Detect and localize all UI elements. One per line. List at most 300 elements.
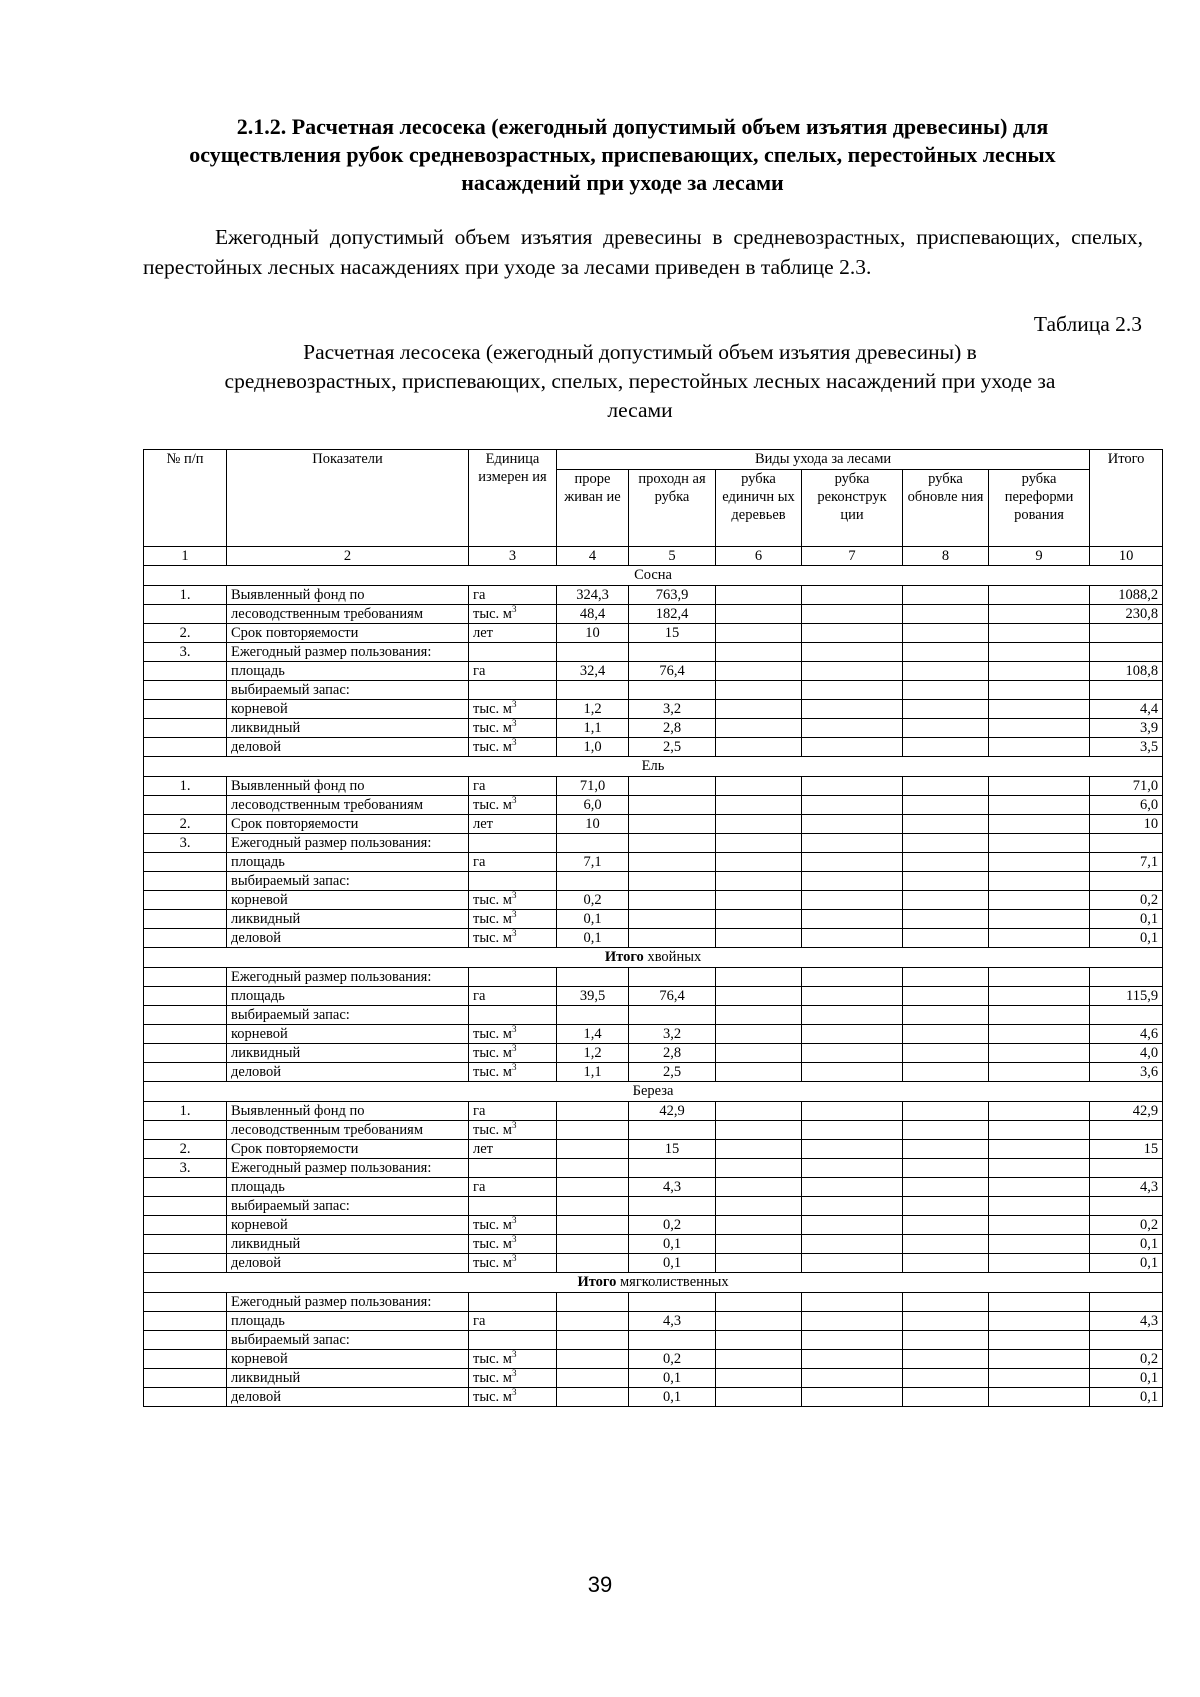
- row-total: 0,1: [1090, 910, 1163, 929]
- row-value: [989, 1216, 1090, 1235]
- row-value: [716, 1216, 802, 1235]
- section-row: [144, 1082, 1163, 1102]
- row-label: площадь: [227, 662, 469, 681]
- row-value: [903, 987, 989, 1006]
- unit-text: лет: [473, 625, 494, 641]
- header-col-number: 1: [144, 547, 227, 566]
- row-value: 2,5: [629, 738, 716, 757]
- row-value: [903, 910, 989, 929]
- row-label: деловой: [227, 1254, 469, 1273]
- row-total: 4,6: [1090, 1025, 1163, 1044]
- felling-table: [143, 449, 1163, 1407]
- row-value: [557, 1178, 629, 1197]
- row-value: [903, 662, 989, 681]
- row-number: [144, 1121, 227, 1140]
- row-value: [802, 872, 903, 891]
- row-label: выбираемый запас:: [227, 872, 469, 891]
- row-total: [1090, 1331, 1163, 1350]
- row-total: [1090, 834, 1163, 853]
- row-value: [903, 643, 989, 662]
- table-row: [144, 1331, 1163, 1350]
- row-label: ликвидный: [227, 719, 469, 738]
- row-value: [557, 968, 629, 987]
- row-value: [989, 929, 1090, 948]
- row-number: 1.: [144, 1102, 227, 1121]
- row-value: [903, 1216, 989, 1235]
- row-value: [802, 1350, 903, 1369]
- row-unit: [469, 1350, 557, 1369]
- row-number: [144, 1312, 227, 1331]
- unit-text: тыс. м: [473, 720, 512, 736]
- table-row: [144, 1350, 1163, 1369]
- row-label: деловой: [227, 1063, 469, 1082]
- row-number: [144, 1369, 227, 1388]
- row-unit: [469, 1121, 557, 1140]
- row-value: [802, 1044, 903, 1063]
- row-total: 108,8: [1090, 662, 1163, 681]
- row-value: [716, 1254, 802, 1273]
- row-label: ликвидный: [227, 1235, 469, 1254]
- row-unit: [469, 1197, 557, 1216]
- row-total: 0,2: [1090, 1350, 1163, 1369]
- row-value: [903, 1331, 989, 1350]
- row-value: [802, 1197, 903, 1216]
- header-care-type: проходн ая рубка: [629, 470, 716, 547]
- row-unit: [469, 1006, 557, 1025]
- table-row: [144, 738, 1163, 757]
- row-unit: [469, 968, 557, 987]
- row-unit: [469, 1216, 557, 1235]
- table-row: [144, 815, 1163, 834]
- row-label: лесоводственным требованиям: [227, 796, 469, 815]
- row-total: [1090, 1159, 1163, 1178]
- row-number: [144, 796, 227, 815]
- row-number: [144, 662, 227, 681]
- table-row: [144, 872, 1163, 891]
- row-total: 4,0: [1090, 1044, 1163, 1063]
- row-value: [557, 1216, 629, 1235]
- row-value: 0,1: [557, 929, 629, 948]
- table-row: [144, 1006, 1163, 1025]
- row-value: [716, 700, 802, 719]
- row-value: [903, 719, 989, 738]
- row-unit: [469, 796, 557, 815]
- row-value: [903, 605, 989, 624]
- row-value: [903, 1159, 989, 1178]
- section-row: [144, 757, 1163, 777]
- table-row: [144, 910, 1163, 929]
- row-value: [802, 1121, 903, 1140]
- row-value: [903, 1025, 989, 1044]
- row-total: [1090, 1006, 1163, 1025]
- row-value: [989, 1140, 1090, 1159]
- header-num: № п/п: [144, 450, 227, 547]
- row-total: [1090, 643, 1163, 662]
- row-number: [144, 681, 227, 700]
- row-value: [903, 1197, 989, 1216]
- unit-text: тыс. м: [473, 930, 512, 946]
- row-total: [1090, 968, 1163, 987]
- row-unit: [469, 853, 557, 872]
- unit-text: тыс. м: [473, 892, 512, 908]
- unit-superscript: 3: [511, 1120, 517, 1131]
- row-number: [144, 968, 227, 987]
- row-value: [989, 1312, 1090, 1331]
- row-total: 3,9: [1090, 719, 1163, 738]
- unit-superscript: 3: [511, 737, 517, 748]
- row-value: 4,3: [629, 1178, 716, 1197]
- row-number: [144, 1044, 227, 1063]
- row-total: 4,3: [1090, 1178, 1163, 1197]
- unit-text: га: [473, 778, 486, 794]
- unit-text: тыс. м: [473, 606, 512, 622]
- row-value: [629, 834, 716, 853]
- row-unit: [469, 1388, 557, 1407]
- row-label: корневой: [227, 700, 469, 719]
- row-value: [903, 891, 989, 910]
- row-value: [716, 929, 802, 948]
- row-value: 48,4: [557, 605, 629, 624]
- row-unit: [469, 1312, 557, 1331]
- unit-superscript: 3: [511, 928, 517, 939]
- table-row: [144, 1044, 1163, 1063]
- unit-text: тыс. м: [473, 1045, 512, 1061]
- row-value: 0,1: [629, 1254, 716, 1273]
- row-value: [716, 643, 802, 662]
- row-number: 3.: [144, 643, 227, 662]
- row-unit: [469, 624, 557, 643]
- row-value: [802, 1235, 903, 1254]
- header-care-type: рубка переформи рования: [989, 470, 1090, 547]
- row-value: [989, 968, 1090, 987]
- row-value: [629, 1331, 716, 1350]
- unit-text: тыс. м: [473, 1389, 512, 1405]
- row-total: 6,0: [1090, 796, 1163, 815]
- row-label: ликвидный: [227, 1369, 469, 1388]
- row-value: [716, 1312, 802, 1331]
- row-value: 2,8: [629, 719, 716, 738]
- row-total: 1088,2: [1090, 586, 1163, 605]
- row-value: [989, 1197, 1090, 1216]
- row-label: деловой: [227, 1388, 469, 1407]
- row-value: [629, 1006, 716, 1025]
- row-label: Ежегодный размер пользования:: [227, 968, 469, 987]
- unit-superscript: 3: [511, 1387, 517, 1398]
- section-title: [144, 1273, 1163, 1293]
- row-value: [716, 586, 802, 605]
- unit-text: га: [473, 988, 486, 1004]
- row-label: корневой: [227, 1025, 469, 1044]
- row-label: Срок повторяемости: [227, 624, 469, 643]
- row-value: [716, 1044, 802, 1063]
- unit-text: тыс. м: [473, 1217, 512, 1233]
- unit-superscript: 3: [511, 1349, 517, 1360]
- row-value: [989, 1350, 1090, 1369]
- row-label: выбираемый запас:: [227, 681, 469, 700]
- row-value: [716, 796, 802, 815]
- row-value: [802, 891, 903, 910]
- row-value: [989, 1254, 1090, 1273]
- row-total: [1090, 681, 1163, 700]
- row-value: [802, 605, 903, 624]
- row-label: Ежегодный размер пользования:: [227, 834, 469, 853]
- section-title-bold: Итого: [577, 1274, 617, 1290]
- row-value: [989, 910, 1090, 929]
- row-total: [1090, 1197, 1163, 1216]
- row-value: [557, 1312, 629, 1331]
- header-col-number: 6: [716, 547, 802, 566]
- row-value: [903, 872, 989, 891]
- row-value: [802, 1331, 903, 1350]
- row-value: 4,3: [629, 1312, 716, 1331]
- row-value: 71,0: [557, 777, 629, 796]
- row-total: 42,9: [1090, 1102, 1163, 1121]
- unit-text: лет: [473, 1141, 494, 1157]
- row-value: 2,8: [629, 1044, 716, 1063]
- unit-text: га: [473, 1179, 486, 1195]
- row-value: [903, 1178, 989, 1197]
- row-value: [989, 1044, 1090, 1063]
- row-value: [716, 1025, 802, 1044]
- row-unit: [469, 872, 557, 891]
- row-value: [557, 1350, 629, 1369]
- row-number: [144, 891, 227, 910]
- row-value: [802, 586, 903, 605]
- row-value: [557, 834, 629, 853]
- row-value: 0,1: [629, 1369, 716, 1388]
- row-value: 6,0: [557, 796, 629, 815]
- row-value: [903, 738, 989, 757]
- header-care-type: рубка обновле ния: [903, 470, 989, 547]
- table-row: [144, 1216, 1163, 1235]
- row-value: [903, 1121, 989, 1140]
- row-value: [716, 1369, 802, 1388]
- header-indicators: Показатели: [227, 450, 469, 547]
- row-unit: [469, 738, 557, 757]
- row-label: ликвидный: [227, 910, 469, 929]
- unit-text: тыс. м: [473, 1026, 512, 1042]
- row-unit: [469, 586, 557, 605]
- row-value: [716, 605, 802, 624]
- row-value: [716, 1006, 802, 1025]
- unit-superscript: 3: [511, 909, 517, 920]
- row-value: [989, 1063, 1090, 1082]
- row-value: [716, 738, 802, 757]
- table-row: [144, 1063, 1163, 1082]
- unit-superscript: 3: [511, 1024, 517, 1035]
- row-value: [802, 1216, 903, 1235]
- row-number: [144, 1197, 227, 1216]
- row-value: [629, 910, 716, 929]
- row-value: [903, 1388, 989, 1407]
- row-label: деловой: [227, 738, 469, 757]
- row-value: [903, 586, 989, 605]
- row-total: 0,2: [1090, 1216, 1163, 1235]
- section-title: [144, 1082, 1163, 1102]
- row-unit: [469, 910, 557, 929]
- section-title-text: хвойных: [643, 949, 702, 965]
- unit-text: га: [473, 854, 486, 870]
- table-row: [144, 1254, 1163, 1273]
- row-value: [989, 1025, 1090, 1044]
- row-value: [903, 700, 989, 719]
- row-value: [716, 815, 802, 834]
- row-value: 324,3: [557, 586, 629, 605]
- row-value: [802, 1006, 903, 1025]
- row-label: Срок повторяемости: [227, 1140, 469, 1159]
- row-number: [144, 1006, 227, 1025]
- row-value: [716, 681, 802, 700]
- row-value: [557, 681, 629, 700]
- row-value: [629, 1121, 716, 1140]
- row-value: [802, 643, 903, 662]
- row-value: [716, 624, 802, 643]
- header-col-number: 5: [629, 547, 716, 566]
- row-value: [716, 872, 802, 891]
- row-value: 10: [557, 815, 629, 834]
- table-row: [144, 624, 1163, 643]
- row-value: [716, 1293, 802, 1312]
- header-col-number: 10: [1090, 547, 1163, 566]
- header-col-number: 9: [989, 547, 1090, 566]
- row-value: [716, 968, 802, 987]
- row-value: [557, 1254, 629, 1273]
- table-row: [144, 1178, 1163, 1197]
- row-value: [802, 1025, 903, 1044]
- section-heading: [150, 113, 1095, 197]
- table-row: [144, 719, 1163, 738]
- row-value: [716, 1331, 802, 1350]
- section-title: [144, 948, 1163, 968]
- row-value: [989, 624, 1090, 643]
- row-value: [903, 1102, 989, 1121]
- table-row: [144, 605, 1163, 624]
- row-value: 15: [629, 624, 716, 643]
- unit-text: тыс. м: [473, 701, 512, 717]
- row-value: [989, 643, 1090, 662]
- row-number: [144, 1254, 227, 1273]
- row-value: [629, 891, 716, 910]
- row-value: [557, 1102, 629, 1121]
- header-col-number: 4: [557, 547, 629, 566]
- row-value: [903, 815, 989, 834]
- table-row: [144, 586, 1163, 605]
- table-row: [144, 853, 1163, 872]
- row-number: [144, 1178, 227, 1197]
- row-value: 0,1: [629, 1388, 716, 1407]
- unit-text: тыс. м: [473, 1236, 512, 1252]
- row-unit: [469, 662, 557, 681]
- row-value: [716, 1178, 802, 1197]
- row-number: [144, 700, 227, 719]
- table-row: [144, 1312, 1163, 1331]
- table-row: [144, 662, 1163, 681]
- row-label: Ежегодный размер пользования:: [227, 1293, 469, 1312]
- row-total: 115,9: [1090, 987, 1163, 1006]
- row-unit: [469, 643, 557, 662]
- row-value: [557, 1235, 629, 1254]
- row-total: 0,1: [1090, 1254, 1163, 1273]
- row-value: [802, 1293, 903, 1312]
- row-value: [557, 1331, 629, 1350]
- row-value: [557, 1159, 629, 1178]
- row-value: [557, 1006, 629, 1025]
- table-row: [144, 643, 1163, 662]
- row-value: 0,2: [629, 1350, 716, 1369]
- row-total: 4,3: [1090, 1312, 1163, 1331]
- row-value: [989, 777, 1090, 796]
- row-value: 76,4: [629, 662, 716, 681]
- table-row: [144, 1388, 1163, 1407]
- row-number: [144, 910, 227, 929]
- caption-line: средневозрастных, приспевающих, спелых, перестойных лесных насаждений при уходе за: [224, 369, 1056, 393]
- row-label: площадь: [227, 1312, 469, 1331]
- row-value: [903, 681, 989, 700]
- row-total: 4,4: [1090, 700, 1163, 719]
- row-unit: [469, 1102, 557, 1121]
- row-value: [903, 1235, 989, 1254]
- header-unit: Единица измерен ия: [469, 450, 557, 547]
- row-total: 7,1: [1090, 853, 1163, 872]
- row-value: [557, 1140, 629, 1159]
- row-value: [802, 1388, 903, 1407]
- header-care-type: рубка реконструк ции: [802, 470, 903, 547]
- row-value: [989, 1331, 1090, 1350]
- row-value: [716, 1140, 802, 1159]
- unit-superscript: 3: [511, 1253, 517, 1264]
- row-value: 0,1: [557, 910, 629, 929]
- table-row: [144, 1235, 1163, 1254]
- unit-text: га: [473, 1313, 486, 1329]
- row-unit: [469, 891, 557, 910]
- unit-text: тыс. м: [473, 1351, 512, 1367]
- unit-text: тыс. м: [473, 739, 512, 755]
- row-number: [144, 1025, 227, 1044]
- row-value: [802, 968, 903, 987]
- heading-line: насаждений при уходе за лесами: [461, 170, 784, 195]
- table-row: [144, 1102, 1163, 1121]
- row-value: 1,0: [557, 738, 629, 757]
- row-number: [144, 1216, 227, 1235]
- row-unit: [469, 1293, 557, 1312]
- row-number: [144, 1350, 227, 1369]
- row-value: [629, 929, 716, 948]
- row-value: 1,4: [557, 1025, 629, 1044]
- row-value: 10: [557, 624, 629, 643]
- row-unit: [469, 1140, 557, 1159]
- header-col-number: 7: [802, 547, 903, 566]
- row-value: [802, 1140, 903, 1159]
- row-value: [989, 1121, 1090, 1140]
- unit-text: тыс. м: [473, 1370, 512, 1386]
- row-value: [903, 1369, 989, 1388]
- table-row: [144, 968, 1163, 987]
- row-unit: [469, 1331, 557, 1350]
- table-row: [144, 1197, 1163, 1216]
- row-number: [144, 1293, 227, 1312]
- row-value: [989, 1006, 1090, 1025]
- row-value: [629, 1293, 716, 1312]
- row-value: [989, 853, 1090, 872]
- header-col-number: 2: [227, 547, 469, 566]
- row-label: лесоводственным требованиям: [227, 605, 469, 624]
- unit-superscript: 3: [511, 699, 517, 710]
- section-row: [144, 1273, 1163, 1293]
- row-total: 3,6: [1090, 1063, 1163, 1082]
- row-value: [802, 681, 903, 700]
- row-value: [629, 643, 716, 662]
- table-row: [144, 1025, 1163, 1044]
